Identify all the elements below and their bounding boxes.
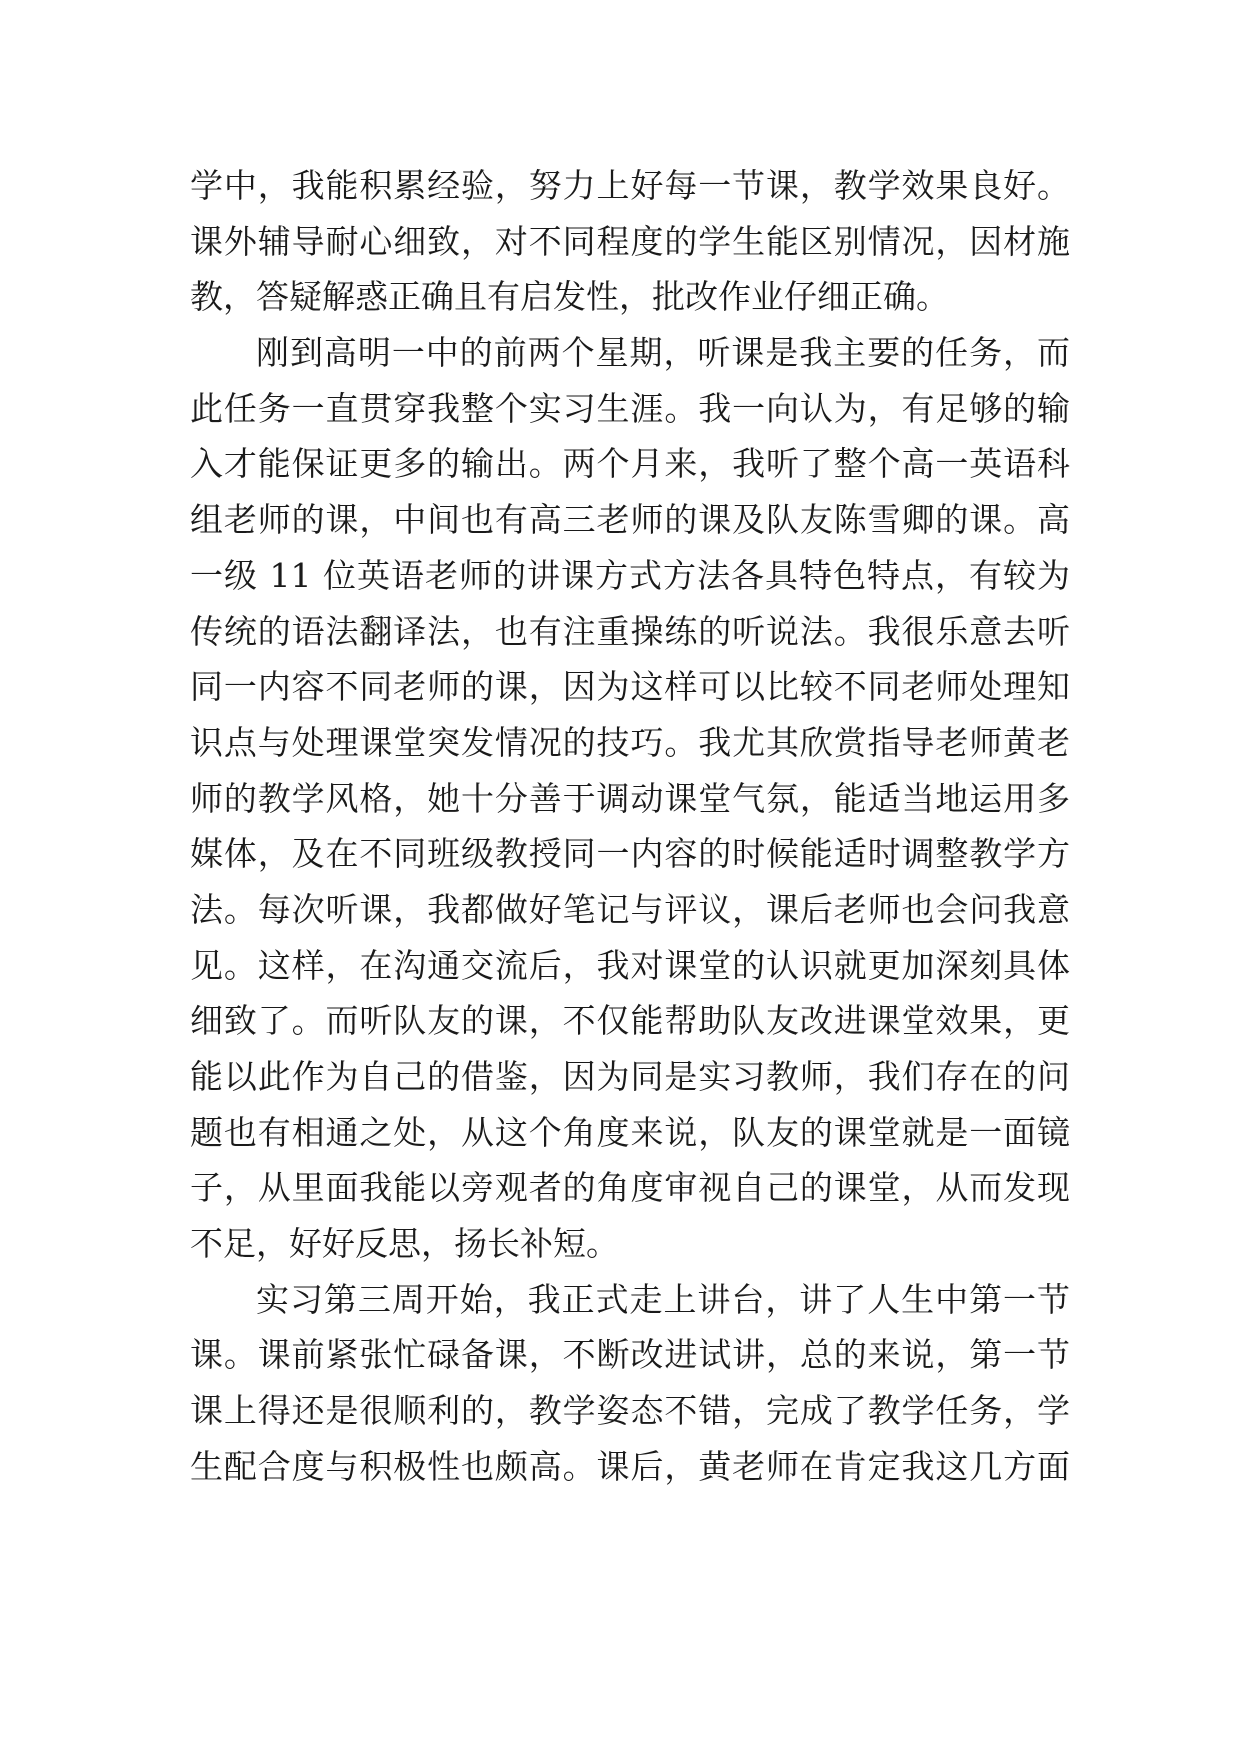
text-line: 子，从里面我能以旁观者的角度审视自己的课堂，从而发现 bbox=[190, 1168, 1070, 1208]
text-line: 识点与处理课堂突发情况的技巧。我尤其欣赏指导老师黄老 bbox=[190, 722, 1070, 762]
text-line: 传统的语法翻译法，也有注重操练的听说法。我很乐意去听 bbox=[190, 611, 1070, 651]
text-line: 学中，我能积累经验，努力上好每一节课，教学效果良好。 bbox=[190, 166, 1070, 205]
text-line: 法。每次听课，我都做好笔记与评议，课后老师也会问我意 bbox=[190, 889, 1070, 929]
text-line: 此任务一直贯穿我整个实习生涯。我一向认为，有足够的输 bbox=[190, 388, 1070, 428]
text-line: 教，答疑解惑正确且有启发性，批改作业仔细正确。 bbox=[190, 277, 949, 317]
text-line: 能以此作为自己的借鉴，因为同是实习教师，我们存在的问 bbox=[190, 1057, 1070, 1096]
body-text bbox=[190, 158, 1070, 1495]
text-line: 细致了。而听队友的课，不仅能帮助队友改进课堂效果，更 bbox=[190, 1001, 1070, 1041]
text-line: 题也有相通之处，从这个角度来说，队友的课堂就是一面镜 bbox=[190, 1112, 1070, 1152]
text-line: 见。这样，在沟通交流后，我对课堂的认识就更加深刻具体 bbox=[190, 945, 1070, 985]
text-line: 同一内容不同老师的课，因为这样可以比较不同老师处理知 bbox=[190, 667, 1070, 707]
text-line: 一级 11 位英语老师的讲课方式方法各具特色特点，有较为 bbox=[190, 555, 1070, 595]
text-line: 课上得还是很顺利的，教学姿态不错，完成了教学任务，学 bbox=[190, 1391, 1070, 1431]
text-line: 不足，好好反思，扬长补短。 bbox=[190, 1224, 619, 1264]
text-line: 组老师的课，中间也有高三老师的课及队友陈雪卿的课。高 bbox=[190, 500, 1070, 540]
text-line: 入才能保证更多的输出。两个月来，我听了整个高一英语科 bbox=[190, 444, 1070, 484]
text-line: 生配合度与积极性也颇高。课后，黄老师在肯定我这几方面 bbox=[190, 1446, 1070, 1486]
text-line: 师的教学风格，她十分善于调动课堂气氛，能适当地运用多 bbox=[190, 778, 1070, 818]
paragraph-first-line: 刚到高明一中的前两个星期，听课是我主要的任务，而 bbox=[256, 333, 1070, 373]
text-line: 课。课前紧张忙碌备课，不断改进试讲，总的来说，第一节 bbox=[190, 1335, 1070, 1375]
paragraph-first-line: 实习第三周开始，我正式走上讲台，讲了人生中第一节 bbox=[256, 1279, 1070, 1319]
text-line: 课外辅导耐心细致，对不同程度的学生能区别情况，因材施 bbox=[190, 221, 1070, 261]
text-line: 媒体，及在不同班级教授同一内容的时候能适时调整教学方 bbox=[190, 834, 1070, 874]
